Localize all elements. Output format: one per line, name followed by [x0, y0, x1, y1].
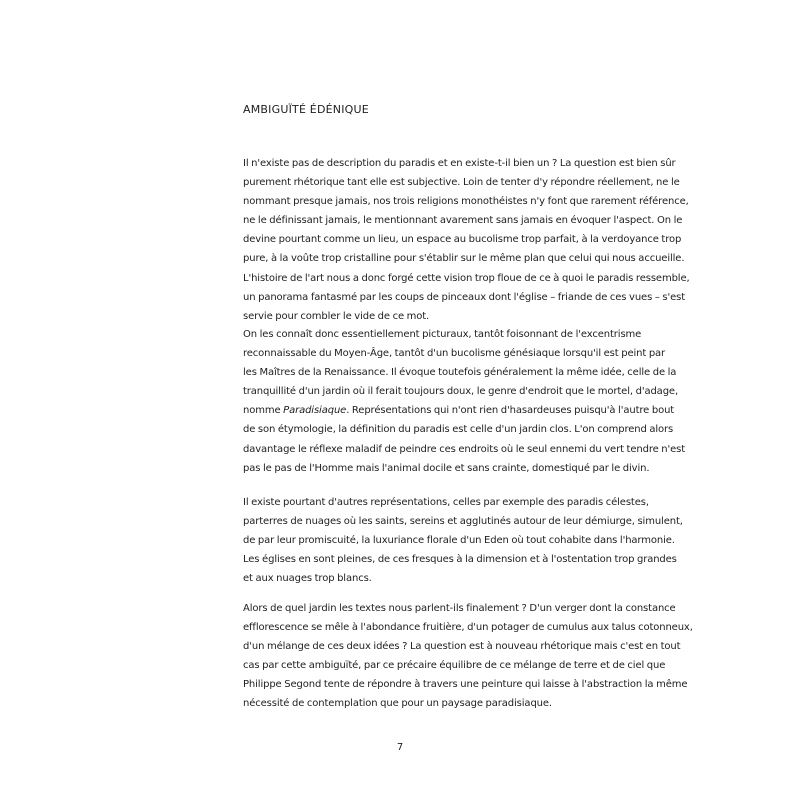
text-line: pas le pas de l'Homme mais l'animal docile et sans crainte, domestiqué par le divin. — [243, 462, 650, 474]
text-line: un panorama fantasmé par les coups de pinceaux dont l'église – friande de ces vues – s'est — [243, 291, 686, 303]
text-run: nomme — [243, 405, 284, 417]
paragraph-2 — [243, 325, 686, 478]
paragraph-3 — [243, 493, 683, 588]
text-line: Les églises en sont pleines, de ces fresques à la dimension et à l'ostentation trop grandes — [243, 554, 677, 566]
text-line — [243, 401, 675, 420]
paragraph-4 — [243, 599, 693, 714]
text-run: . Représentations qui n'ont rien d'hasardeuses puisqu'à l'autre bout — [346, 405, 675, 417]
text-line: Il existe pourtant d'autres représentations, celles par exemple des paradis célestes, — [243, 497, 649, 508]
text-line: nécessité de contemplation que pour un paysage paradisiaque. — [243, 698, 552, 710]
text-line: servie pour combler le vide de ce mot. — [243, 310, 430, 322]
text-line: Il n'existe pas de description du paradis et en existe-t-il bien un ? La question est bien sûr — [243, 158, 676, 169]
text-line: cas par cette ambiguïté, par ce précaire équilibre de ce mélange de terre et de ciel que — [243, 660, 666, 672]
emphasis-word: Paradisiaque — [283, 405, 347, 417]
text-line: davantage le réflexe maladif de peindre ces endroits où le seul ennemi du vert tendre n'est — [243, 443, 686, 455]
text-line: reconnaissable du Moyen-Âge, tantôt d'un bucolisme génésiaque lorsqu'il est peint par — [243, 348, 666, 360]
text-line: et aux nuages trop blancs. — [243, 573, 372, 585]
text-line: les Maîtres de la Renaissance. Il évoque toutefois généralement la même idée, celle de la — [243, 367, 677, 379]
text-line: L'histoire de l'art nous a donc forgé cette vision trop floue de ce à quoi le paradis ressemble, — [243, 272, 690, 284]
text-line: d'un mélange de ces deux idées ? La question est à nouveau rhétorique mais c'est en tout — [243, 641, 681, 653]
text-line: tranquillité d'un jardin où il ferait toujours doux, le genre d'endroit que le mortel, d'adage, — [243, 386, 679, 398]
section-heading: AMBIGUÏTÉ ÉDÉNIQUE — [243, 103, 369, 116]
page-number: 7 — [396, 742, 404, 753]
text-line: On les connaît donc essentiellement picturaux, tantôt foisonnant de l'excentrisme — [243, 329, 642, 340]
text-line: pure, à la voûte trop cristalline pour s'établir sur le même plan que celui qui nous accueille. — [243, 253, 685, 265]
text-line: nommant presque jamais, nos trois religions monothéistes n'y font que rarement référence, — [243, 196, 689, 208]
text-line: devine pourtant comme un lieu, un espace au bucolisme trop parfait, à la verdoyance trop — [243, 234, 682, 246]
paragraph-1 — [243, 154, 690, 326]
text-line: Alors de quel jardin les textes nous parlent-ils finalement ? D'un verger dont la constance — [243, 603, 676, 614]
text-line: efflorescence se mêle à l'abondance fruitière, d'un potager de cumulus aux talus cotonneux, — [243, 622, 693, 634]
text-line: ne le définissant jamais, le mentionnant avarement sans jamais en évoquer l'aspect. On le — [243, 215, 683, 227]
text-line: Philippe Segond tente de répondre à travers une peinture qui laisse à l'abstraction la même — [243, 679, 688, 691]
text-line: de son étymologie, la définition du paradis est celle d'un jardin clos. L'on comprend alors — [243, 424, 674, 436]
text-line: parterres de nuages où les saints, sereins et agglutinés autour de leur démiurge, simulent, — [243, 516, 683, 528]
text-line: de par leur promiscuité, la luxuriance florale d'un Eden où tout cohabite dans l'harmonie. — [243, 535, 675, 547]
text-line: purement rhétorique tant elle est subjective. Loin de tenter d'y répondre réellement, ne le — [243, 177, 680, 189]
